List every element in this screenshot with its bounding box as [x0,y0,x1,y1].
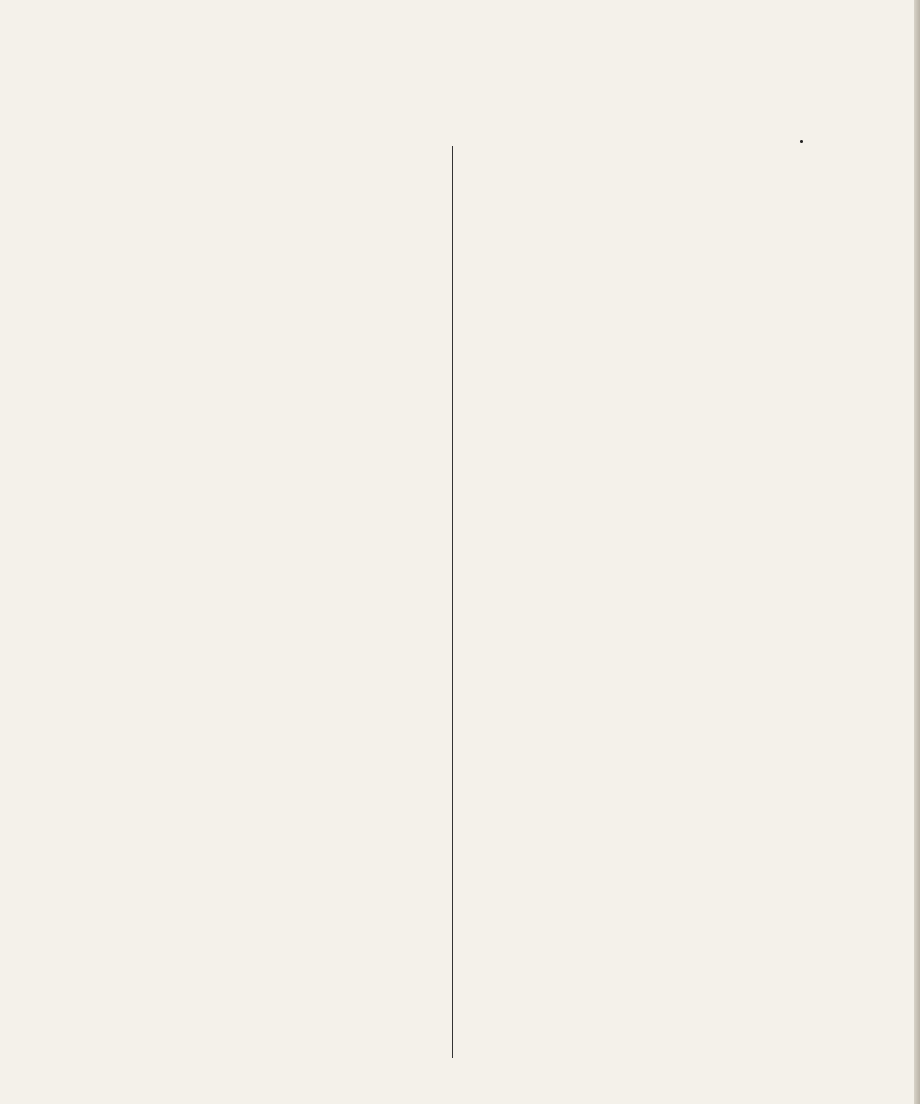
column-divider [452,146,453,1058]
print-speck [800,140,803,143]
page-edge [914,0,920,1104]
